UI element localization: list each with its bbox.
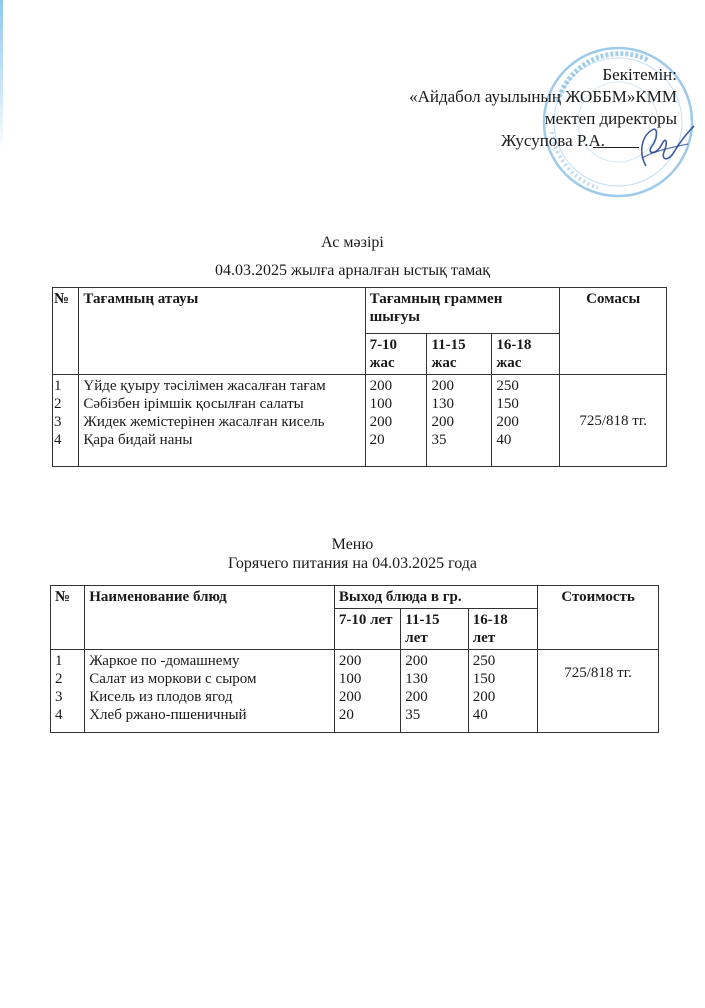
col-header-output-group: Тағамның граммен шығуы <box>365 288 560 334</box>
numbers-cell <box>53 375 79 467</box>
col-header-age-7-10: 7-10 лет <box>334 609 400 650</box>
dish-names-cell <box>79 375 365 467</box>
col-header-number: № <box>53 288 79 375</box>
dish-names-cell <box>85 650 335 733</box>
kazakh-menu-table <box>52 287 667 467</box>
grams-value: 40 <box>472 707 488 723</box>
row-number: 2 <box>55 671 63 687</box>
row-number: 3 <box>55 689 63 705</box>
school-name: «Айдабол ауылының ЖОББМ»КММ <box>409 87 677 106</box>
dish-name: Қара бидай наны <box>83 432 193 448</box>
row-number: 1 <box>54 378 62 394</box>
col-header-age-11-15: 11-15 лет <box>401 609 468 650</box>
dish-name: Үйде қуыру тәсілімен жасалған тағам <box>83 378 326 394</box>
table-body-row <box>53 375 667 467</box>
scan-edge-artifact <box>0 0 3 150</box>
grams-16-18-cell <box>492 375 560 467</box>
grams-value: 40 <box>496 432 512 448</box>
dish-name: Сәбізбен ірімшік қосылған салаты <box>83 396 304 412</box>
grams-value: 200 <box>431 378 454 394</box>
col-header-age-16-18: 16-18 лет <box>468 609 537 650</box>
grams-16-18-cell <box>468 650 537 733</box>
grams-value: 130 <box>405 671 428 687</box>
table-body-row <box>51 650 659 733</box>
grams-value: 250 <box>472 653 496 669</box>
dish-name: Жидек жемістерінен жасалған кисель <box>83 414 325 430</box>
grams-value: 200 <box>431 414 454 430</box>
dish-name: Хлеб ржано-пшеничный <box>89 707 247 723</box>
table-header-row <box>51 586 659 609</box>
col-header-output-group: Выход блюда в гр. <box>334 586 537 609</box>
grams-value: 200 <box>405 653 428 669</box>
grams-value: 200 <box>338 689 362 705</box>
col-header-number: № <box>51 586 85 650</box>
grams-value: 200 <box>472 689 496 705</box>
row-number: 3 <box>54 414 62 430</box>
director-name: Жусупова Р.А. <box>500 131 605 150</box>
russian-menu-table <box>50 585 659 733</box>
col-header-age-16-18: 16-18 жас <box>492 334 560 375</box>
row-number: 4 <box>55 707 63 723</box>
approval-heading: Бекітемін: <box>602 65 677 84</box>
grams-value: 150 <box>472 671 496 687</box>
grams-value: 100 <box>338 671 362 687</box>
dish-name: Жаркое по -домашнему <box>89 653 240 669</box>
col-header-age-11-15: 11-15 жас <box>427 334 492 375</box>
grams-value: 100 <box>369 396 393 412</box>
col-header-dish-name: Тағамның атауы <box>79 288 365 375</box>
dish-name: Кисель из плодов ягод <box>89 689 233 705</box>
dish-name: Салат из моркови с сыром <box>89 671 257 687</box>
col-header-cost: Стоимость <box>538 586 659 650</box>
table-header-row <box>53 288 667 334</box>
row-number: 1 <box>55 653 63 669</box>
col-header-age-7-10: 7-10 жас <box>365 334 427 375</box>
russian-menu-title: Меню <box>331 536 374 553</box>
grams-value: 35 <box>405 707 421 723</box>
grams-value: 150 <box>496 396 519 412</box>
grams-value: 20 <box>369 432 385 448</box>
kazakh-menu-subtitle: 04.03.2025 жылға арналған ыстық тамақ <box>214 262 491 279</box>
grams-value: 20 <box>338 707 354 723</box>
col-header-dish-name: Наименование блюд <box>85 586 335 650</box>
grams-value: 200 <box>369 378 393 394</box>
grams-7-10-cell <box>365 375 427 467</box>
price-cell: 725/818 тг. <box>560 375 667 467</box>
grams-11-15-cell <box>401 650 468 733</box>
col-header-cost: Сомасы <box>560 288 667 375</box>
russian-menu-subtitle: Горячего питания на 04.03.2025 года <box>227 555 478 572</box>
grams-7-10-cell <box>334 650 400 733</box>
grams-value: 200 <box>369 414 393 430</box>
grams-value: 250 <box>496 378 519 394</box>
signature-icon <box>628 122 698 172</box>
grams-11-15-cell <box>427 375 492 467</box>
numbers-cell <box>51 650 85 733</box>
grams-value: 130 <box>431 396 454 412</box>
row-number: 4 <box>54 432 62 448</box>
kazakh-menu-title: Ас мәзірі <box>321 234 384 251</box>
director-title: мектеп директоры <box>544 109 677 128</box>
grams-value: 35 <box>431 432 447 448</box>
price-cell: 725/818 тг. <box>538 650 659 733</box>
grams-value: 200 <box>496 414 519 430</box>
grams-value: 200 <box>338 653 362 669</box>
row-number: 2 <box>54 396 62 412</box>
grams-value: 200 <box>405 689 428 705</box>
